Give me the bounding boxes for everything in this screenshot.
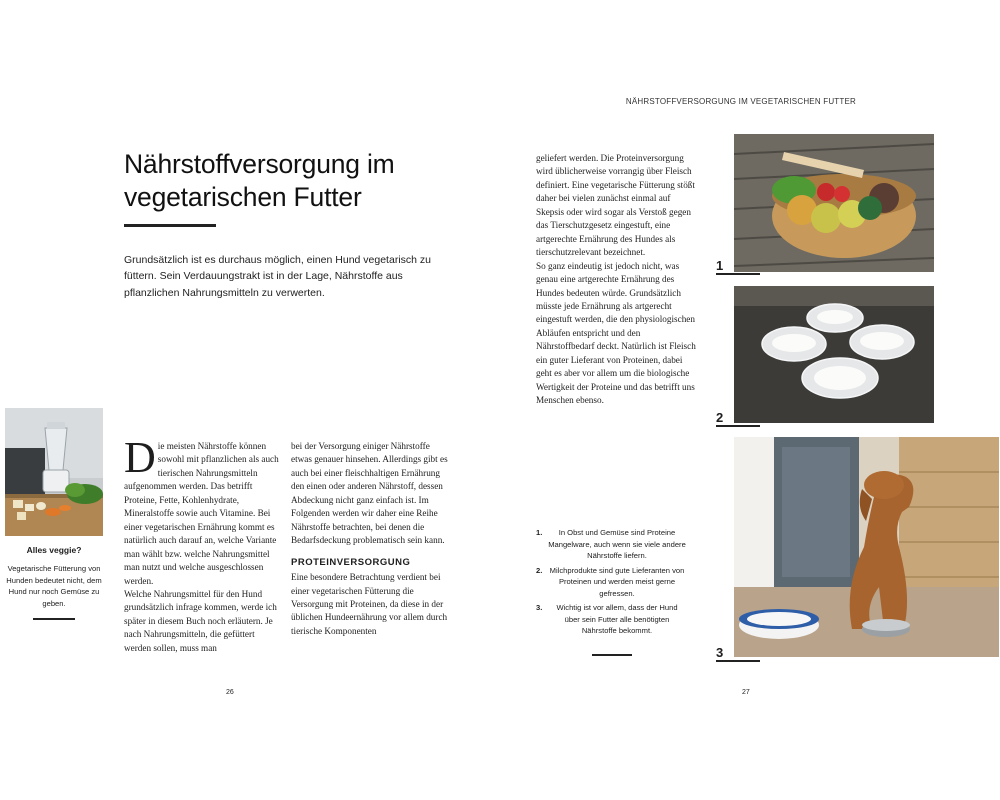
title-line-2: vegetarischen Futter <box>124 182 362 212</box>
sidebar-photo-blender-vegetables <box>5 408 103 536</box>
page-title <box>124 148 464 214</box>
sidebar-caption-title: Alles veggie? <box>26 545 82 555</box>
photo-number-3: 3 <box>716 645 724 660</box>
photo-notes-list <box>536 527 686 640</box>
note-number: 2. <box>536 565 543 575</box>
note-text: In Obst und Gemüse sind Proteine Mangelware, auch wenn sie viele andere Nährstoffe liefern. <box>548 528 686 560</box>
title-line-1: Nährstoffversorgung im <box>124 149 395 179</box>
section-subheading: PROTEINVERSORGUNG <box>291 556 411 568</box>
notes-rule <box>592 654 632 656</box>
sidebar-rule <box>33 618 75 620</box>
title-rule <box>124 224 216 227</box>
lead-paragraph: Grundsätzlich ist es durchaus möglich, einen Hund vegetarisch zu füttern. Sein Verdauungstrakt ist in der Lage, Nährstoffe aus pflanzlichen Nahrungsmitteln zu verwerten. <box>124 254 431 299</box>
note-text: Milchprodukte sind gute Lieferanten von Proteinen und werden meist gerne gefressen. <box>549 565 685 598</box>
note-item <box>536 602 686 637</box>
note-item <box>536 527 686 562</box>
drop-cap: D <box>124 433 156 482</box>
body-paragraph-1: ie meisten Nährstoffe können sowohl mit pflanzlichen als auch tierischen Nahrungsmitteln aufgenommen werden. Das betrifft Proteine, Fette, Kohlenhydrate, Mineralstoffe sowie auch Vitamine. Bei einer vegetarischen Ernährung kommt es natürlich auch darauf an, welche Variante man wählt bzw. welche Nahrungsmittel man nutzt und welche ausgeschlossen werden. <box>124 441 279 586</box>
body-column-1 <box>124 433 282 655</box>
note-number: 1. <box>536 528 543 537</box>
photo-fruit-basket <box>734 134 934 272</box>
body-paragraph-6: So ganz eindeutig ist jedoch nicht, was genau eine artgerechte Ernährung des Hundes bedeuten würde. Grundsätzlich müsste jede Ernährung als artgerecht eingestuft werden, die den physiologischen Abläufen entspricht und den Nährstoffbedarf deckt. Natürlich ist Fleisch ein guter Lieferant von Proteinen, dabei geht es aber vor allem um die biologische Wertigkeit der Proteine und das betrifft uns Menschen ebenso. <box>536 260 696 406</box>
photo-dog-with-bowls <box>734 437 999 657</box>
photo-number-1: 1 <box>716 258 724 273</box>
photo-number-2: 2 <box>716 410 724 425</box>
page-number-left: 26 <box>226 689 234 696</box>
photo-3-rule <box>716 660 760 662</box>
sidebar-caption: Vegetarische Fütterung von Hunden bedeutet nicht, dem Hund nur noch Gemüse zu geben. <box>6 564 102 609</box>
page-number-right: 27 <box>742 689 750 696</box>
running-head: NÄHRSTOFFVERSORGUNG IM VEGETARISCHEN FUTTER <box>625 97 856 106</box>
note-item <box>536 565 686 600</box>
body-paragraph-2: Welche Nahrungsmittel für den Hund grundsätzlich infrage kommen, werde ich später in diesem Buch noch erläutern. Je nach Nahrungsmitteln, die gefüttert werden sollen, muss man <box>124 588 277 653</box>
body-column-3 <box>536 152 696 408</box>
body-paragraph-5: geliefert werden. Die Proteinversorgung wird üblicherweise vorrangig über Fleisch definiert. Eine vegetarische Fütterung stößt daher bei vielen zunächst einmal auf Skepsis oder wird sogar als Verstoß gegen das Tierschutzgesetz eingestuft, eine artgerechte Ernährung des Hundes als tierschutzrelevant bezeichnet. <box>536 153 695 258</box>
body-paragraph-4: Eine besondere Betrachtung verdient bei einer vegetarischen Fütterung die Versorgung mit Proteinen, da diese in der üblichen Hundeernährung vor allem durch tierische Komponenten <box>291 572 448 636</box>
note-number: 3. <box>536 603 543 612</box>
body-paragraph-3: bei der Versorgung einiger Nährstoffe etwas genauer hinsehen. Allerdings gibt es auch bei einer fleischhaltigen Ernährung den einen oder anderen Nährstoff, dessen Abdeckung nicht ganz einfach ist. Im Folgenden werden wir daher eine Reihe Nährstoffe betrachten, bei denen die Bedarfsdeckung problematisch sein kann. <box>291 441 448 546</box>
photo-dairy-bowls <box>734 286 934 423</box>
photo-1-rule <box>716 273 760 275</box>
body-column-2 <box>291 440 451 638</box>
note-text: Wichtig ist vor allem, dass der Hund über sein Futter alle benötigten Nährstoffe bekommt. <box>556 603 678 635</box>
photo-2-rule <box>716 425 760 427</box>
